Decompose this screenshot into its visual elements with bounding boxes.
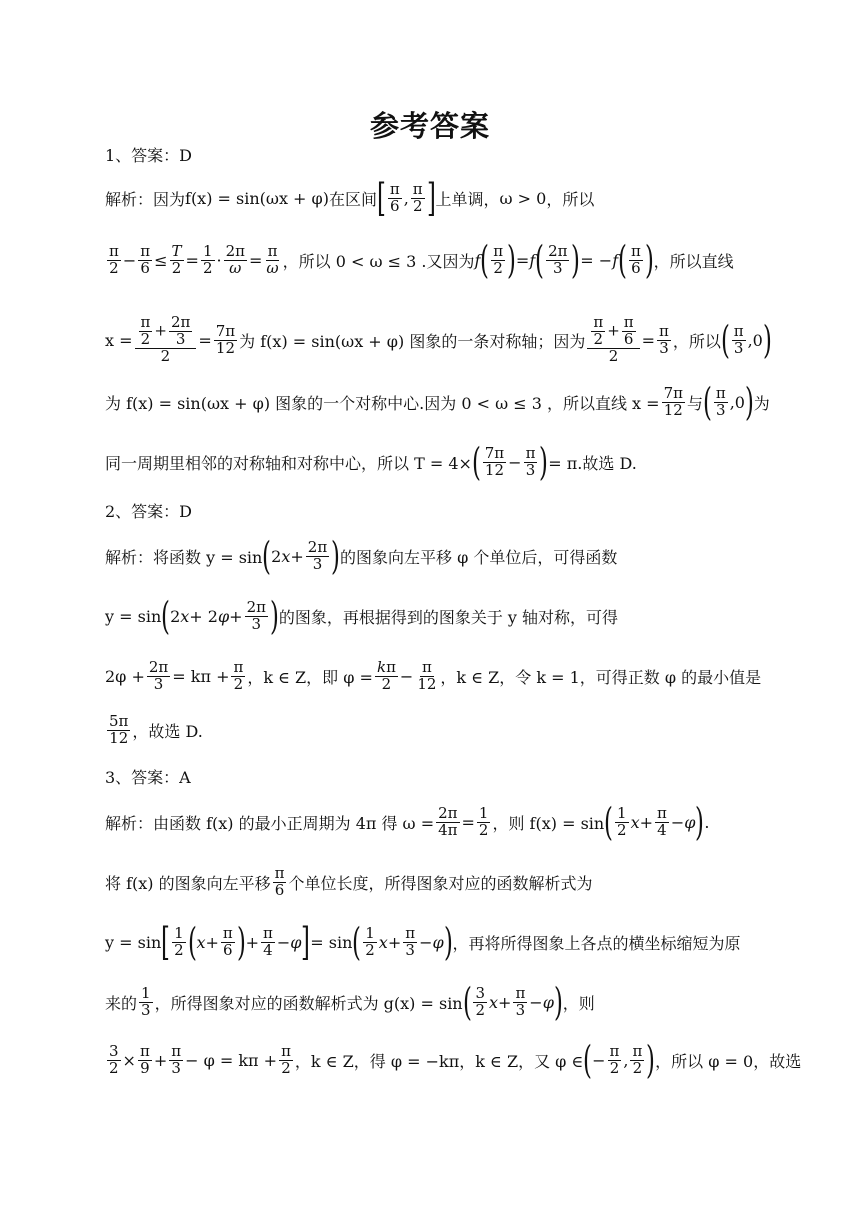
q2-line-1: 解析：将函数 y = sin ( 2 x + $\frac{2\pi}{3}$ ) 的图象向左平移 φ 个单位后，可得函数 — [105, 534, 618, 578]
q3-line-3: y = sin [ $\frac{1}{2}$ ( x + $\frac{\pi}{6}$ ) + $\frac{\pi}{4}$ − φ ] = sin ( $\frac{1}{2}$ x + $\frac{\pi}{3}$ − φ ) ，再将所得图象上各点的横坐标缩短为原 — [105, 920, 741, 964]
q1-line-3: x = $\frac{\pi}{2}$ + $\frac{2\pi}{3}$ 2 = $\frac{7\pi}{12}$ 为 f(x) = sin(ωx + φ) 图象的一条对称轴；因为 $\frac{\pi}{2}$ + $\frac{\pi}{6}$ 2 = $\frac{\pi}{3}$ ，所以 ( $\frac{\pi}{3}$ ,0 ) — [105, 313, 772, 365]
page-title: 参考答案 — [369, 109, 490, 143]
q3-line-5: $\frac{3}{2}$ × $\frac{\pi}{9}$ + $\frac{\pi}{3}$ − φ = kπ + $\frac{\pi}{2}$ ，k ∈ Z，得 φ = −kπ，k ∈ Z，又 φ ∈ ( − $\frac{\pi}{2}$ , $\frac{\pi}{2}$ ) ，所以 φ = 0，故选 — [109, 1038, 802, 1082]
q2-line-2: y = sin ( 2 x + 2 φ + $\frac{2\pi}{3}$ ) 的图象，再根据得到的图象关于 y 轴对称，可得 — [105, 594, 619, 638]
q1-answer: 1、答案：D — [105, 145, 193, 165]
q1-line-5: 同一周期里相邻的对称轴和对称中心，所以 T = 4× ( $\frac{7\pi}{12}$ − $\frac{\pi}{3}$ ) = π.故选 D. — [105, 440, 637, 484]
q3-line-4: 来的 $\frac{1}{3}$ ，所得图象对应的函数解析式为 g(x) = sin ( $\frac{3}{2}$ x + $\frac{\pi}{3}$ − φ ) ，则 — [105, 980, 595, 1024]
q1-line-1: 解析：因为 f(x) = sin(ωx + φ) 在区间 [ $\frac{\pi}{6}$ , $\frac{\pi}{2}$ ] 上单调， ω > 0 ，所以 — [105, 176, 595, 220]
q1-line-4: 为 f(x) = sin(ωx + φ) 图象的一个对称中心.因为 0 < ω ≤ 3 ，所以直线 x = $\frac{7\pi}{12}$ 与 ( $\frac{\pi}{3}$ ,0 ) 为 — [105, 380, 770, 424]
q2-line-3: 2φ + $\frac{2\pi}{3}$ = kπ + $\frac{\pi}{2}$ ，k ∈ Z，即 φ = $\frac{k\pi}{2}$ − $\frac{\pi}{12}$ ，k ∈ Z，令 k = 1，可得正数 φ 的最小值是 — [105, 657, 762, 693]
q3-line-2: 将 f(x) 的图象向左平移 $\frac{\pi}{6}$ 个单位长度，所得图象对应的函数解析式为 — [105, 863, 593, 899]
q1-line-2: $\frac{\pi}{2}$ − $\frac{\pi}{6}$ ≤ $\frac{T}{2}$ = $\frac{1}{2}$ · $\frac{2\pi}{\omega}$ = $\frac{\pi}{\omega}$ ，所以 0 < ω ≤ 3 .又因为 f ( $\frac{\pi}{2}$ ) = f ( $\frac{2\pi}{3}$ ) = − f ( $\frac{\pi}{6}$ ) ，所以直线 — [109, 238, 734, 282]
q2-line-4: $\frac{5\pi}{12}$ ，故选 D. — [109, 711, 203, 747]
q3-answer: 3、答案：A — [105, 767, 191, 787]
q3-line-1: 解析：由函数 f(x) 的最小正周期为 4π 得 ω = $\frac{2\pi}{4\pi}$ = $\frac{1}{2}$ ，则 f(x) = sin ( $\frac{1}{2}$ x + $\frac{\pi}{4}$ − φ ) . — [105, 800, 710, 844]
q2-answer: 2、答案：D — [105, 501, 193, 521]
